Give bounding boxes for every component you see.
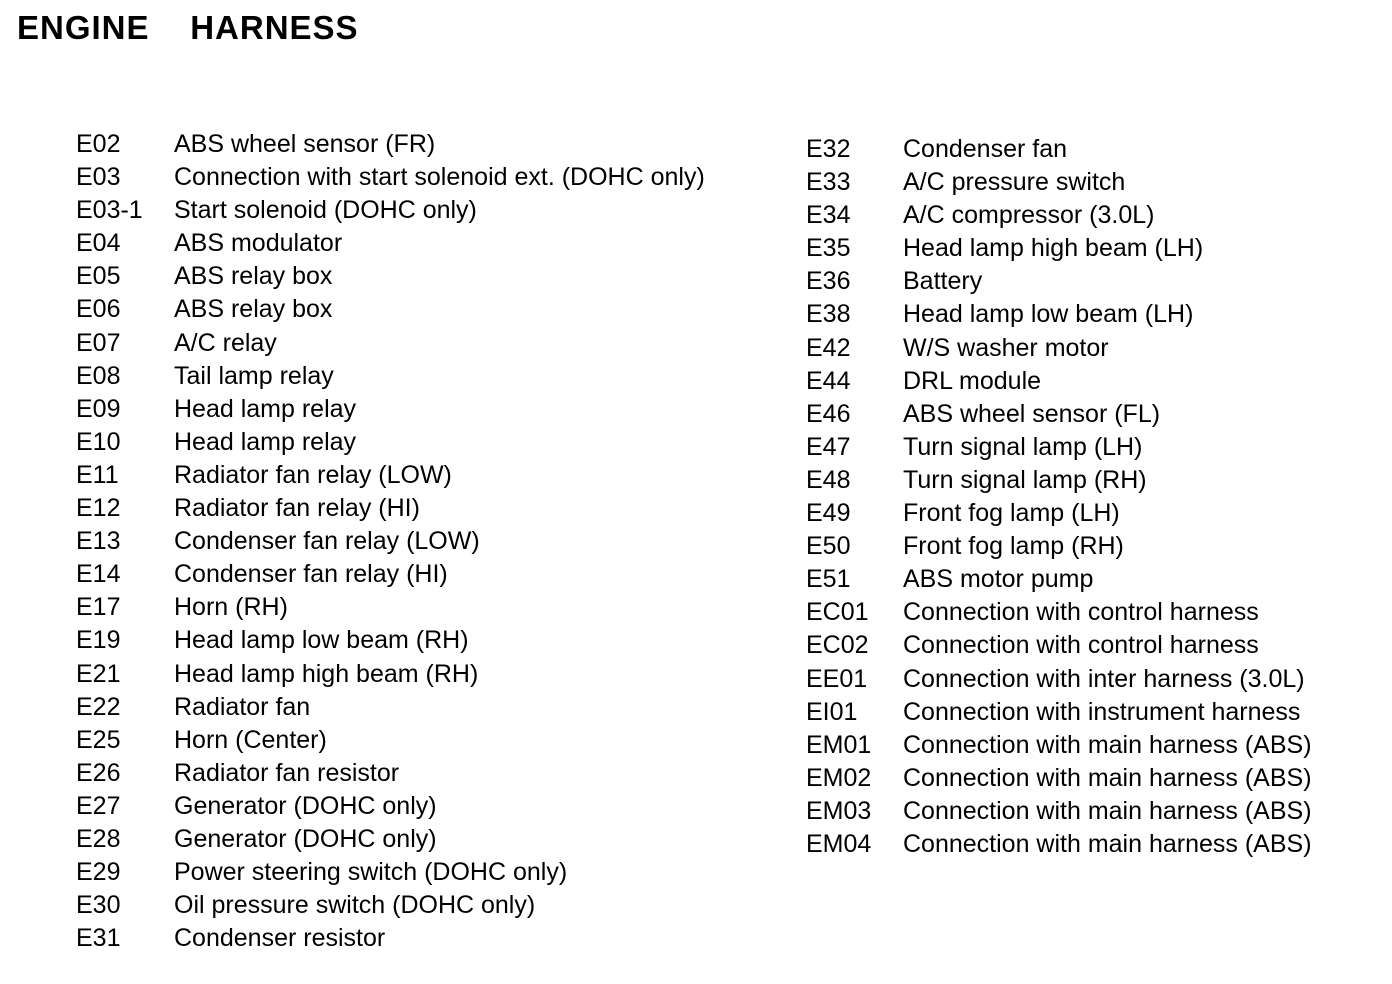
connector-code: E33 xyxy=(806,168,851,197)
connector-code: E25 xyxy=(76,725,121,754)
connector-description: Radiator fan relay (HI) xyxy=(174,494,420,523)
connector-code: E03-1 xyxy=(76,196,143,225)
connector-code: E50 xyxy=(806,532,851,561)
connector-code: E29 xyxy=(76,858,121,887)
connector-description: ABS wheel sensor (FL) xyxy=(903,399,1161,428)
connector-description: Horn (RH) xyxy=(174,593,288,622)
connector-code: E32 xyxy=(806,135,851,163)
connector-description: Battery xyxy=(903,267,983,296)
connector-description: A/C pressure switch xyxy=(903,168,1126,197)
connector-description: Connection with main harness (ABS) xyxy=(903,730,1312,759)
connector-code: E46 xyxy=(806,399,851,428)
connector-code: E05 xyxy=(76,262,121,291)
connector-description: Front fog lamp (LH) xyxy=(903,499,1120,528)
connector-code: E14 xyxy=(76,560,121,589)
page-title: ENGINE HARNESS xyxy=(17,9,359,46)
connector-description: Radiator fan relay (LOW) xyxy=(174,460,452,489)
connector-description: Oil pressure switch (DOHC only) xyxy=(174,891,536,920)
connector-code: E21 xyxy=(76,659,121,688)
connector-description: Horn (Center) xyxy=(174,725,327,754)
connector-description: Connection with main harness (ABS) xyxy=(903,763,1312,792)
connector-description: Head lamp low beam (RH) xyxy=(174,626,469,655)
connector-description: Condenser resistor xyxy=(174,924,386,953)
connector-code: E11 xyxy=(76,460,119,489)
connector-code: E08 xyxy=(76,361,121,390)
connector-description: Connection with inter harness (3.0L) xyxy=(903,664,1305,693)
connector-description: Head lamp relay xyxy=(174,427,357,456)
connector-description: Head lamp low beam (LH) xyxy=(903,300,1194,329)
connector-description: Head lamp relay xyxy=(174,394,357,423)
connector-code: E48 xyxy=(806,465,851,494)
connector-code: E12 xyxy=(76,494,121,523)
connector-description: Connection with main harness (ABS) xyxy=(903,829,1312,858)
connector-description: Condenser fan relay (LOW) xyxy=(174,527,480,556)
connector-code: E03 xyxy=(76,163,121,192)
connector-description: Radiator fan resistor xyxy=(174,758,400,787)
connector-description: Connection with main harness (ABS) xyxy=(903,796,1312,825)
connector-code: E04 xyxy=(76,229,121,258)
connector-description: Connection with start solenoid ext. (DOHC only) xyxy=(174,163,705,192)
connector-code: E28 xyxy=(76,824,121,853)
connector-description: Head lamp high beam (LH) xyxy=(903,234,1204,263)
connector-code: EM03 xyxy=(806,796,872,825)
connector-code: E36 xyxy=(806,267,851,296)
connector-description: Front fog lamp (RH) xyxy=(903,532,1124,561)
connector-description: Head lamp high beam (RH) xyxy=(174,659,479,688)
connector-code: E38 xyxy=(806,300,851,329)
connector-description: Connection with control harness xyxy=(903,631,1259,660)
connector-code: EM01 xyxy=(806,730,872,759)
connector-code: E30 xyxy=(76,891,121,920)
connector-description: ABS modulator xyxy=(174,229,343,258)
connector-code: E13 xyxy=(76,527,121,556)
connector-description: A/C compressor (3.0L) xyxy=(903,201,1155,230)
connector-code: E09 xyxy=(76,394,121,423)
connector-code: E49 xyxy=(806,499,851,528)
connector-code: E51 xyxy=(806,565,851,594)
connector-description: Tail lamp relay xyxy=(174,361,334,390)
connector-code: EM02 xyxy=(806,763,872,792)
connector-code: E17 xyxy=(76,593,121,622)
connector-description: DRL module xyxy=(903,366,1042,395)
connector-description: Connection with instrument harness xyxy=(903,697,1301,726)
connector-code: E42 xyxy=(806,333,851,362)
connector-description: ABS wheel sensor (FR) xyxy=(174,130,436,158)
connector-description: Power steering switch (DOHC only) xyxy=(174,858,568,887)
connector-code: EM04 xyxy=(806,829,872,858)
connector-code: E02 xyxy=(76,130,121,158)
connector-code: E47 xyxy=(806,432,851,461)
connector-code: EI01 xyxy=(806,697,858,726)
connector-description: Turn signal lamp (LH) xyxy=(903,432,1143,461)
connector-code: E07 xyxy=(76,328,121,357)
connector-code: E31 xyxy=(76,924,121,953)
connector-description: A/C relay xyxy=(174,328,277,357)
connector-code: EE01 xyxy=(806,664,868,693)
connector-code: E06 xyxy=(76,295,121,324)
connector-description: Condenser fan relay (HI) xyxy=(174,560,448,589)
connector-code: EC01 xyxy=(806,598,869,627)
connector-description: Generator (DOHC only) xyxy=(174,824,437,853)
connector-code: E44 xyxy=(806,366,851,395)
connector-description: Generator (DOHC only) xyxy=(174,791,437,820)
connector-code: E34 xyxy=(806,201,851,230)
connector-code: E35 xyxy=(806,234,851,263)
connector-description: Turn signal lamp (RH) xyxy=(903,465,1147,494)
connector-description: Condenser fan xyxy=(903,135,1068,163)
connector-description: Start solenoid (DOHC only) xyxy=(174,196,477,225)
connector-description: ABS relay box xyxy=(174,295,333,324)
connector-description: Radiator fan xyxy=(174,692,311,721)
connector-description: ABS motor pump xyxy=(903,565,1094,594)
connector-code: E22 xyxy=(76,692,121,721)
connector-code: E19 xyxy=(76,626,121,655)
connector-description: Connection with control harness xyxy=(903,598,1259,627)
connector-description: W/S washer motor xyxy=(903,333,1109,362)
connector-description: ABS relay box xyxy=(174,262,333,291)
connector-code: EC02 xyxy=(806,631,869,660)
connector-code: E27 xyxy=(76,791,121,820)
connector-code: E10 xyxy=(76,427,121,456)
connector-code: E26 xyxy=(76,758,121,787)
